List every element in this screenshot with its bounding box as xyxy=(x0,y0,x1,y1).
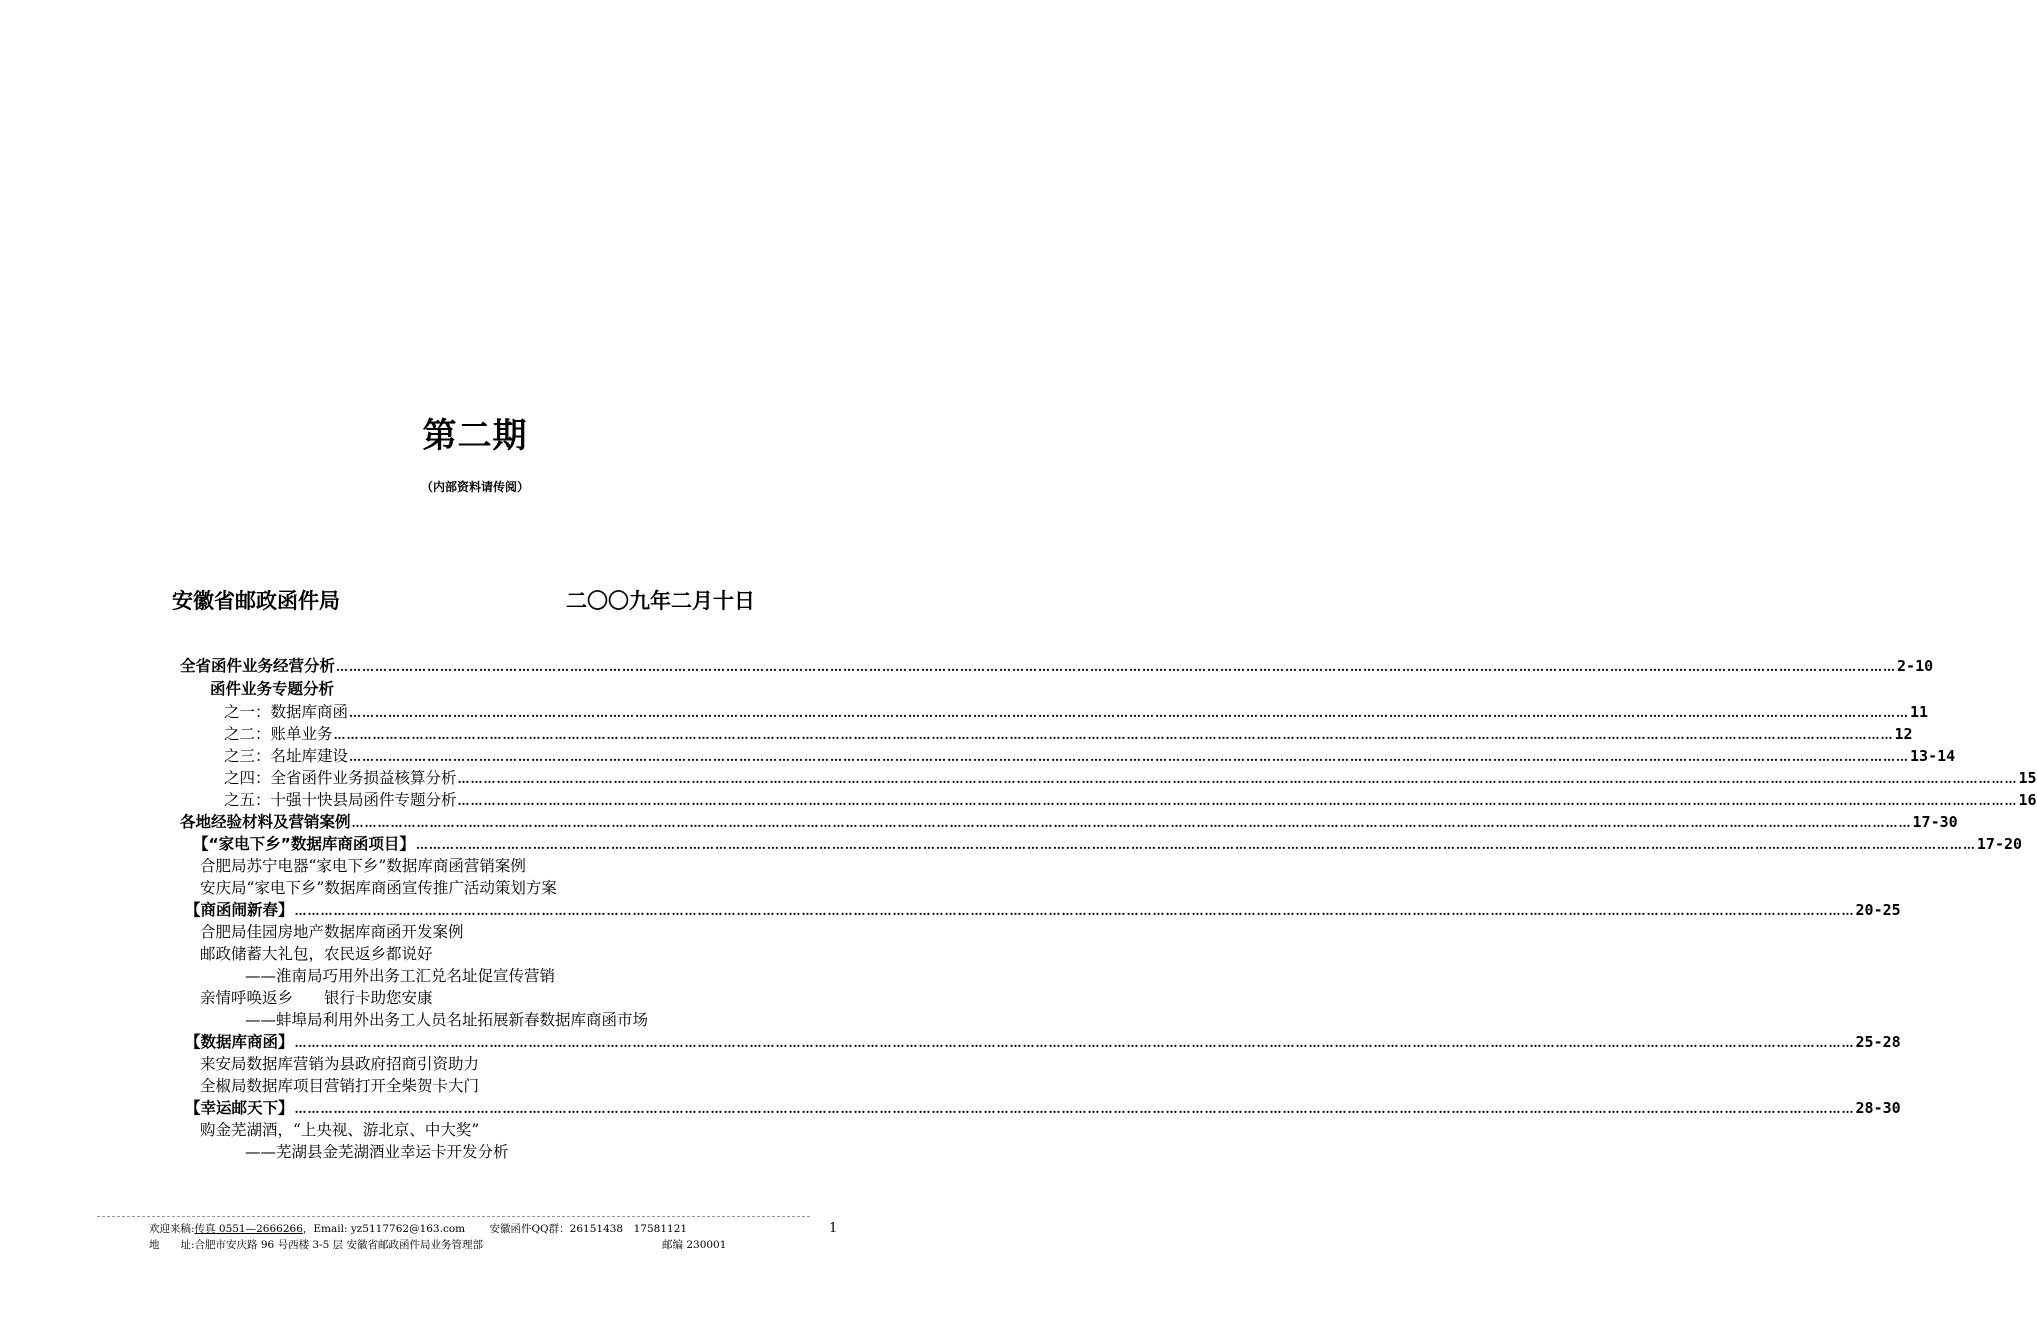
toc-entry-page: 20-25 xyxy=(1855,901,1901,919)
toc-entry-page: 15 xyxy=(2018,769,2037,787)
toc-leader-dots: ……………………………………………………………………………………………………………………………………………………………………………………………………………………………………………………………………………………………………………………………… xyxy=(294,904,1855,918)
toc-leader-dots: ……………………………………………………………………………………………………………………………………………………………………………………………………………………………………………………………………………………………………………………………… xyxy=(457,772,2018,786)
toc-entry-page: 17-30 xyxy=(1912,813,1958,831)
toc-entry xyxy=(193,833,2023,855)
toc-entry-title: 合肥局佳园房地产数据库商函开发案例 xyxy=(200,923,464,941)
toc-entry-page: 17-20 xyxy=(1976,835,2023,853)
internal-note: （内部资料请传阅） xyxy=(420,480,529,494)
toc-entry-page: 28-30 xyxy=(1855,1099,1901,1117)
toc-entry-title: 之三：名址库建设 xyxy=(224,747,349,765)
toc-entry-title: ——芜湖县金芜湖酒业幸运卡开发分析 xyxy=(245,1143,509,1161)
toc-entry-title: 之一：数据库商函 xyxy=(224,703,349,721)
toc-entry-title: 合肥局苏宁电器“家电下乡”数据库商函营销案例 xyxy=(200,857,526,875)
toc-entry-title: ——淮南局巧用外出务工汇兑名址促宣传营销 xyxy=(245,967,556,985)
toc-entry-title: 来安局数据库营销为县政府招商引资助力 xyxy=(200,1055,480,1073)
toc-entry xyxy=(210,678,334,700)
toc-entry xyxy=(185,899,1901,921)
toc-entry xyxy=(200,921,464,943)
toc-entry-page: 12 xyxy=(1894,725,1913,743)
toc-leader-dots: ……………………………………………………………………………………………………………………………………………………………………………………………………………………………………………………………………………………………………………………………… xyxy=(351,816,1912,830)
toc-entry-title: 之二：账单业务 xyxy=(224,725,333,743)
toc-entry xyxy=(185,1031,1901,1053)
toc-leader-dots: ……………………………………………………………………………………………………………………………………………………………………………………………………………………………………………………………………………………………………………………………… xyxy=(349,706,1910,720)
toc-entry xyxy=(200,1119,479,1141)
toc-leader-dots: ……………………………………………………………………………………………………………………………………………………………………………………………………………………………………………………………………………………………………………………………… xyxy=(294,1102,1855,1116)
toc-entry-page: 13-14 xyxy=(1910,747,1956,765)
toc-entry xyxy=(200,943,433,965)
toc-entry-title: 之五：十强十快县局函件专题分析 xyxy=(224,791,457,809)
toc-entry-title: 全省函件业务经营分析 xyxy=(180,657,336,675)
toc-entry xyxy=(245,1141,509,1163)
toc-leader-dots: ……………………………………………………………………………………………………………………………………………………………………………………………………………………………………………………………………………………………………………………………… xyxy=(333,728,1894,742)
toc-entry xyxy=(245,965,555,987)
toc-entry xyxy=(224,767,2037,789)
issue-title: 第二期 xyxy=(422,416,528,456)
toc-entry-title: ——蚌埠局利用外出务工人员名址拓展新春数据库商函市场 xyxy=(245,1011,649,1029)
toc-leader-dots: ……………………………………………………………………………………………………………………………………………………………………………………………………………………………………………………………………………………………………………………………… xyxy=(294,1036,1855,1050)
toc-entry-title: 亲情呼唤返乡 银行卡助您安康 xyxy=(200,989,433,1007)
page-number: 1 xyxy=(829,1221,838,1236)
footer-fax: 传真 0551—2666266 xyxy=(194,1223,303,1235)
toc-entry-title: 之四：全省函件业务损益核算分析 xyxy=(224,769,457,787)
toc-entry xyxy=(200,1053,479,1075)
toc-entry-title: 【商函闹新春】 xyxy=(185,901,294,919)
toc-entry-title: 【数据库商函】 xyxy=(185,1033,294,1051)
toc-leader-dots: ……………………………………………………………………………………………………………………………………………………………………………………………………………………………………………………………………………………………………………………………… xyxy=(336,660,1897,674)
footer-email-qq: ，Email: yz5117762@163.com 安徽函件QQ群：26151438 17581121 xyxy=(302,1223,688,1235)
toc-entry xyxy=(224,701,1929,723)
toc-leader-dots: ……………………………………………………………………………………………………………………………………………………………………………………………………………………………………………………………………………………………………………………………… xyxy=(415,838,1976,852)
toc-entry-title: 函件业务专题分析 xyxy=(210,680,335,698)
toc-entry-page: 25-28 xyxy=(1855,1033,1901,1051)
footer-address: 地 址:合肥市安庆路 96 号西楼 3-5 层 安徽省邮政函件局业务管理部 xyxy=(149,1239,483,1251)
toc-entry xyxy=(180,655,1934,677)
footer-welcome-label: 欢迎来稿: xyxy=(149,1223,195,1235)
toc-entry xyxy=(224,723,1913,745)
toc-entry-page: 2-10 xyxy=(1897,657,1934,675)
toc-entry xyxy=(245,1009,648,1031)
toc-entry xyxy=(224,789,2037,811)
toc-entry-title: 邮政储蓄大礼包，农民返乡都说好 xyxy=(200,945,433,963)
footer-zip: 邮编 230001 xyxy=(662,1239,727,1251)
toc-leader-dots: ……………………………………………………………………………………………………………………………………………………………………………………………………………………………………………………………………………………………………………………………… xyxy=(457,794,2018,808)
toc-entry-page: 11 xyxy=(1910,703,1929,721)
toc-entry xyxy=(180,811,1958,833)
toc-entry-page: 16 xyxy=(2018,791,2037,809)
toc-entry-title: 购金芜湖酒，“上央视、游北京、中大奖” xyxy=(200,1121,480,1139)
toc-leader-dots: ……………………………………………………………………………………………………………………………………………………………………………………………………………………………………………………………………………………………………………………………… xyxy=(349,750,1910,764)
toc-entry xyxy=(185,1097,1901,1119)
publisher-name: 安徽省邮政函件局 xyxy=(172,589,340,613)
toc-entry xyxy=(200,1075,479,1097)
toc-entry-title: 【幸运邮天下】 xyxy=(185,1099,294,1117)
toc-entry xyxy=(200,877,557,899)
footer-address-line xyxy=(149,1237,483,1252)
toc-entry-title: 安庆局“家电下乡”数据库商函宣传推广活动策划方案 xyxy=(200,879,557,897)
footer-contact-line xyxy=(149,1221,687,1236)
toc-entry xyxy=(200,855,526,877)
toc-entry-title: 全椒局数据库项目营销打开全柴贺卡大门 xyxy=(200,1077,480,1095)
toc-entry xyxy=(224,745,1956,767)
toc-entry xyxy=(200,987,433,1009)
publish-date: 二〇〇九年二月十日 xyxy=(566,589,755,613)
toc-entry-title: 【“家电下乡”数据库商函项目】 xyxy=(193,835,415,853)
footer-divider xyxy=(97,1216,810,1217)
toc-entry-title: 各地经验材料及营销案例 xyxy=(180,813,351,831)
